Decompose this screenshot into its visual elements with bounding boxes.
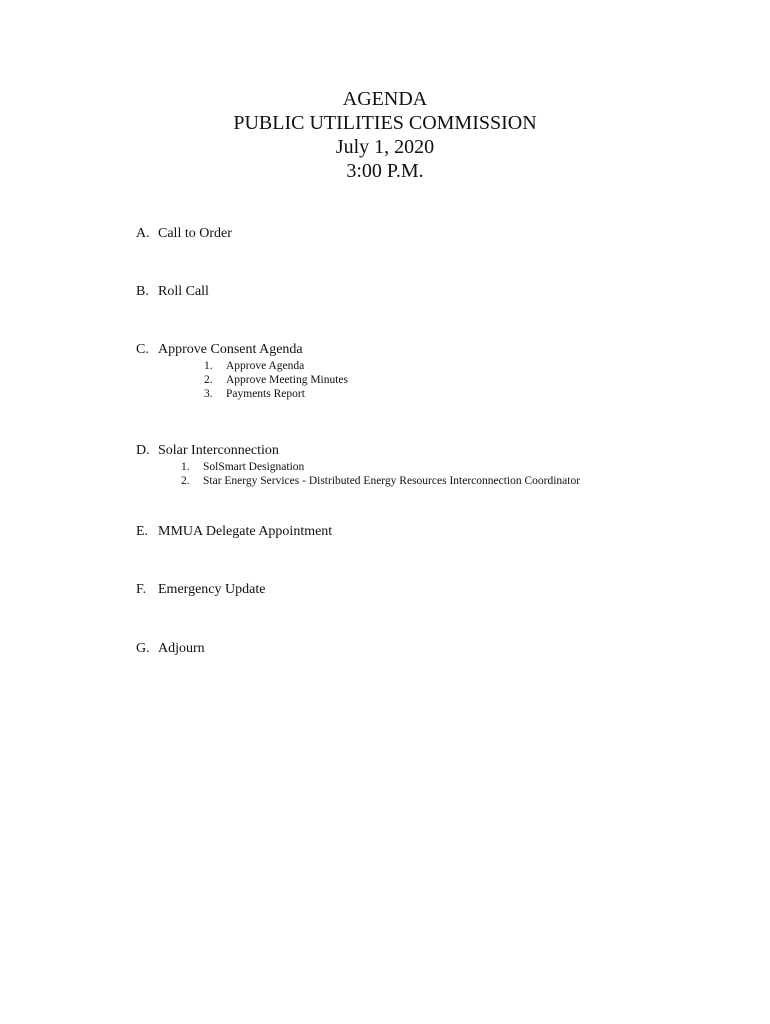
subitem-label: Star Energy Services - Distributed Energy Resources Interconnection Coordinator xyxy=(203,475,581,487)
subitem-label: Approve Agenda xyxy=(226,360,305,372)
header-time: 3:00 P.M. xyxy=(346,160,424,182)
subitem-payments-report xyxy=(204,387,305,401)
item-letter: C. xyxy=(136,342,149,357)
item-label: MMUA Delegate Appointment xyxy=(158,524,333,539)
subitem-approve-agenda xyxy=(204,359,304,373)
agenda-item-roll-call xyxy=(136,283,209,301)
header-title: AGENDA xyxy=(342,88,428,110)
agenda-item-mmua-delegate xyxy=(136,523,332,541)
item-label: Adjourn xyxy=(158,641,205,656)
subitem-number: 2. xyxy=(181,475,190,487)
subitem-number: 3. xyxy=(204,388,213,400)
item-letter: E. xyxy=(136,524,149,539)
agenda-header xyxy=(0,87,770,183)
agenda-item-emergency-update xyxy=(136,581,265,599)
agenda-item-solar-interconnection xyxy=(136,442,279,460)
item-letter: G. xyxy=(136,641,150,656)
item-label: Call to Order xyxy=(158,226,232,241)
item-letter: F. xyxy=(136,582,147,597)
subitem-number: 1. xyxy=(181,461,190,473)
item-label: Solar Interconnection xyxy=(158,443,279,458)
subitem-label: SolSmart Designation xyxy=(203,461,305,473)
subitem-label: Payments Report xyxy=(226,388,305,400)
item-letter: B. xyxy=(136,284,149,299)
item-label: Emergency Update xyxy=(158,582,266,597)
item-letter: D. xyxy=(136,443,150,458)
agenda-item-adjourn xyxy=(136,640,205,658)
subitem-number: 2. xyxy=(204,374,213,386)
item-letter: A. xyxy=(136,226,150,241)
header-organization: PUBLIC UTILITIES COMMISSION xyxy=(233,112,537,134)
subitem-solsmart-designation xyxy=(181,460,304,474)
subitem-star-energy-services xyxy=(181,474,580,488)
subitem-number: 1. xyxy=(204,360,213,372)
agenda-item-call-to-order xyxy=(136,225,232,243)
agenda-item-consent-agenda xyxy=(136,341,303,359)
item-label: Approve Consent Agenda xyxy=(158,342,303,357)
item-label: Roll Call xyxy=(158,284,209,299)
subitem-label: Approve Meeting Minutes xyxy=(226,374,349,386)
subitem-approve-meeting-minutes xyxy=(204,373,348,387)
header-date: July 1, 2020 xyxy=(335,136,435,158)
